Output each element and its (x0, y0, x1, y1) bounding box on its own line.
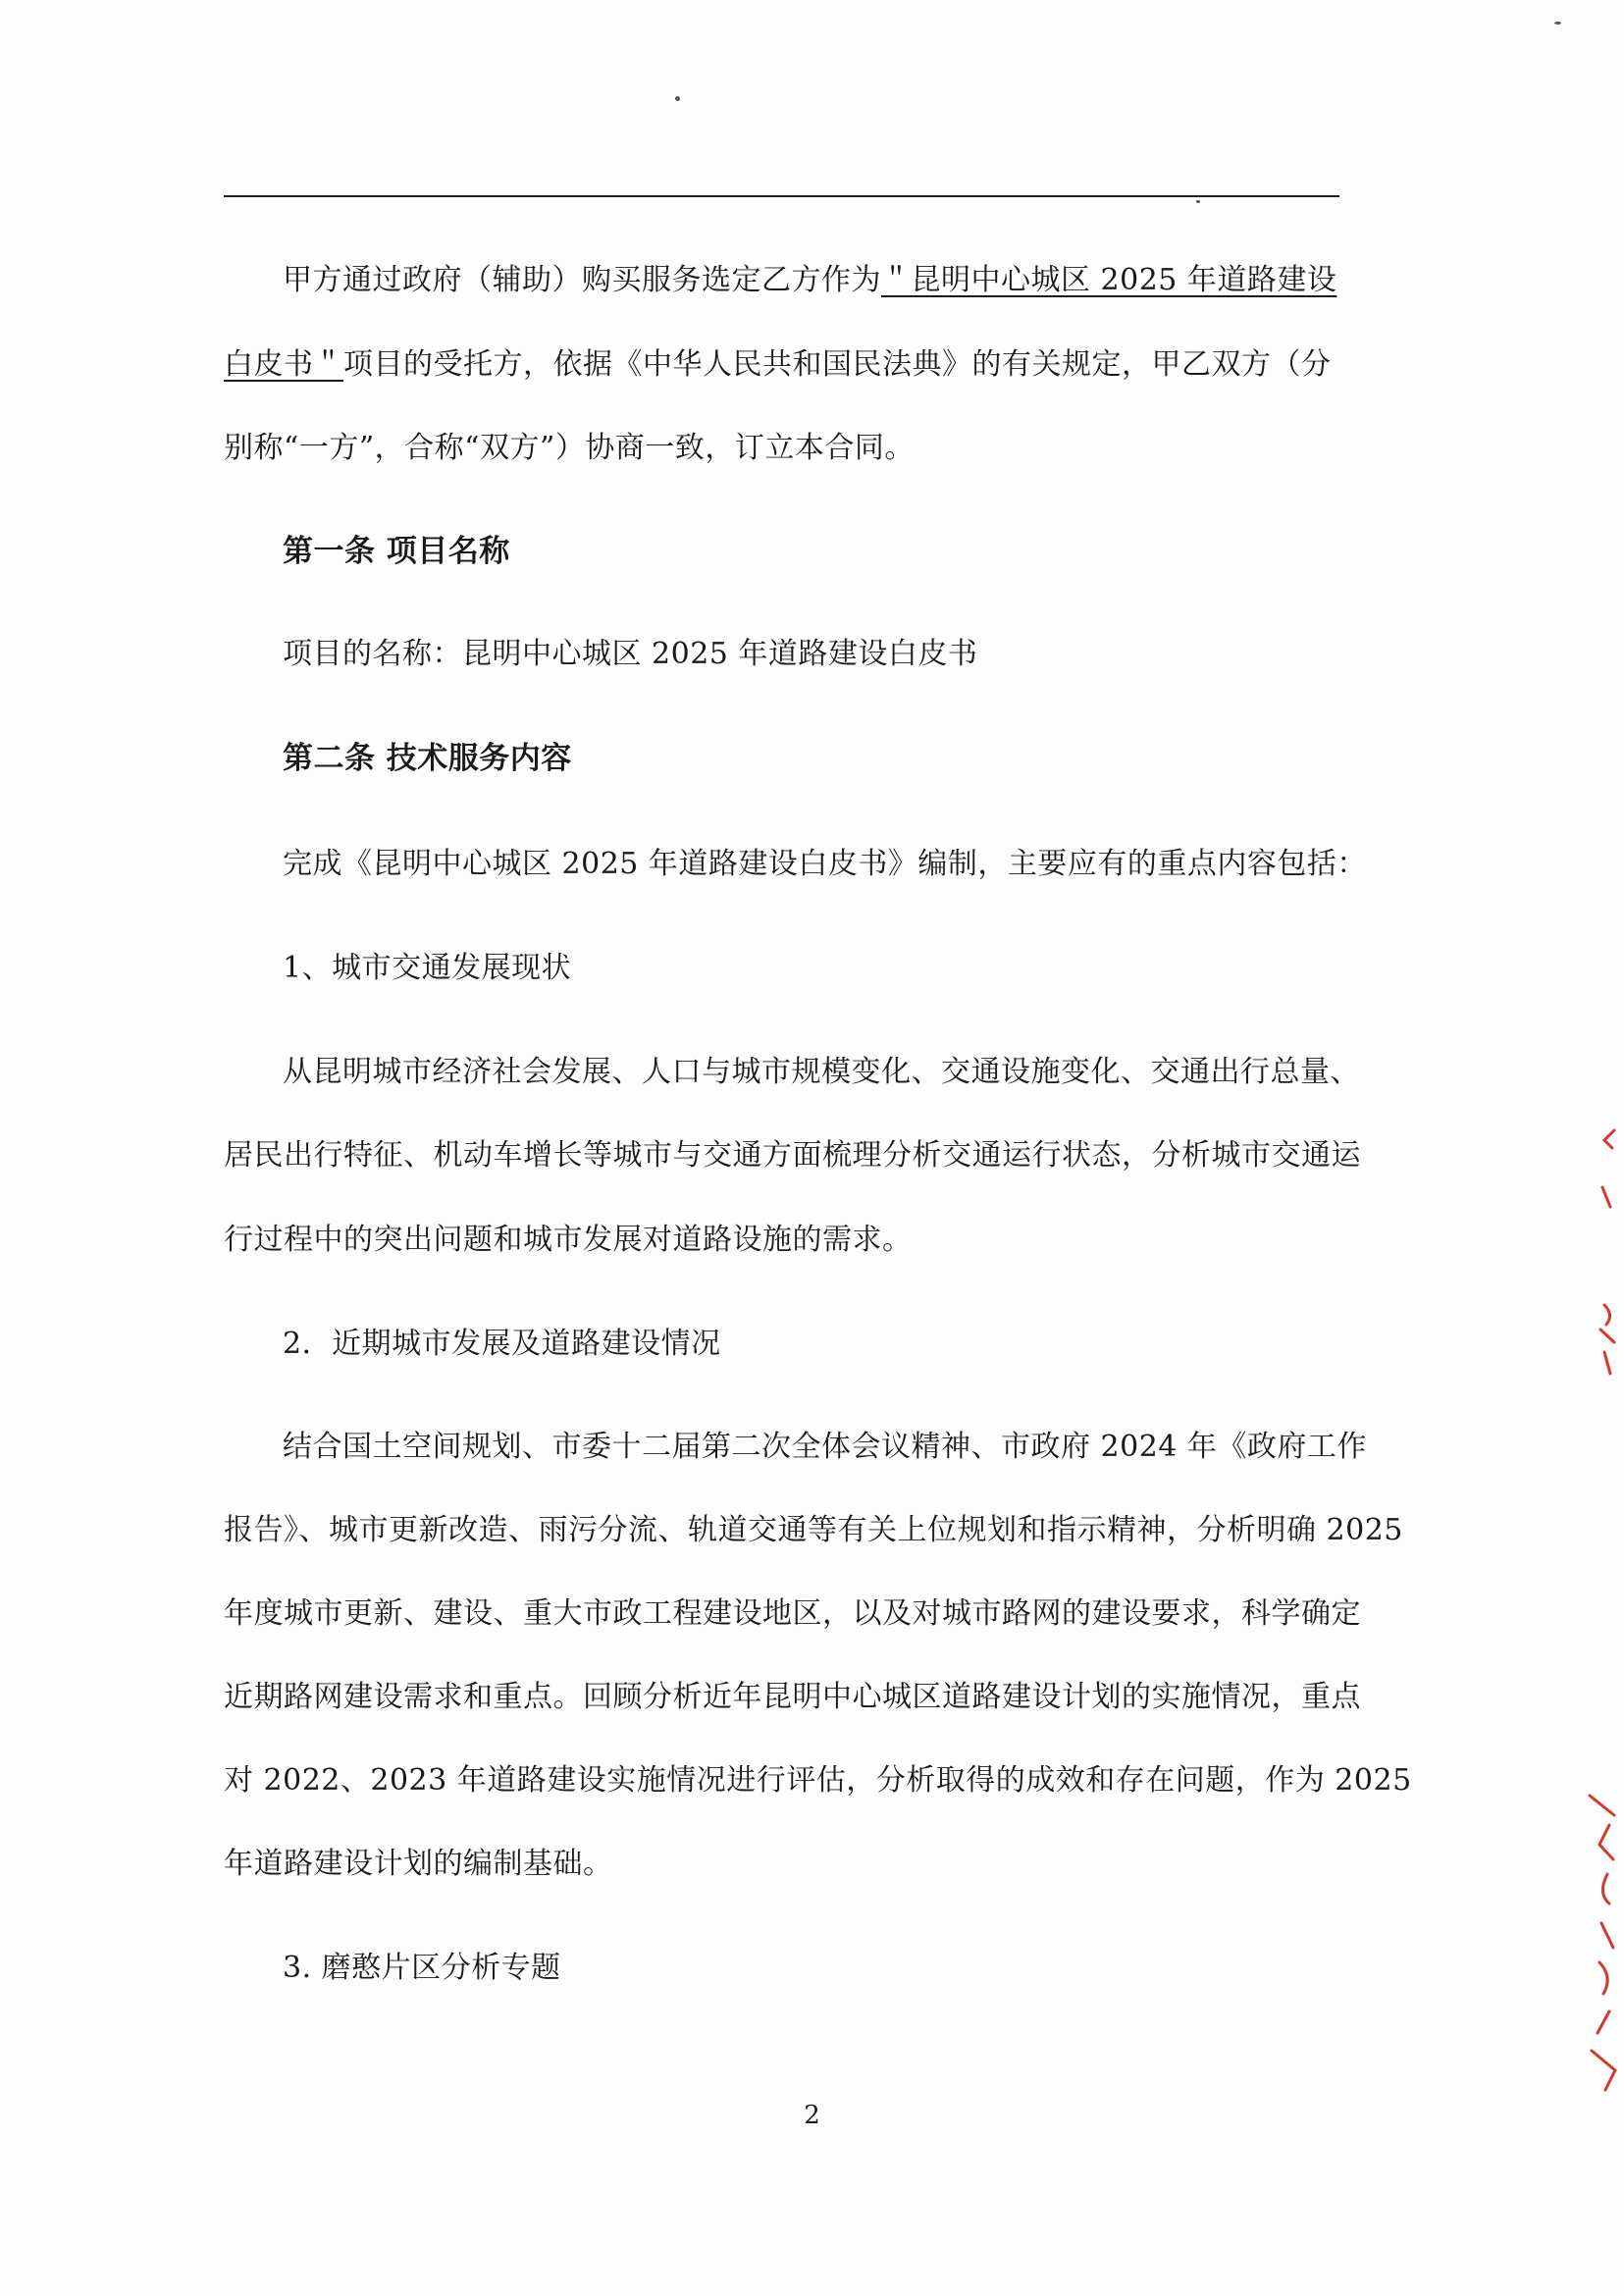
item-1-line: 行过程中的突出问题和城市发展对道路设施的需求。 (224, 1223, 913, 1257)
intro-line-1: 甲方通过政府（辅助）购买服务选定乙方作为＂昆明中心城区 2025 年道路建设 (283, 263, 1337, 297)
item-2-line: 年道路建设计划的编制基础。 (224, 1847, 613, 1881)
project-name-underlined-cont: 白皮书＂ (224, 347, 343, 382)
item-1-line: 居民出行特征、机动车增长等城市与交通方面梳理分析交通运行状态，分析城市交通运 (224, 1138, 1361, 1173)
item-3-title: 3. 磨憨片区分析专题 (283, 1951, 561, 1985)
seal-fragment-icon (1570, 1766, 1624, 2119)
item-2-title: 2．近期城市发展及道路建设情况 (283, 1327, 721, 1361)
item-2-line: 年度城市更新、建设、重大市政工程建设地区，以及对城市路网的建设要求，科学确定 (224, 1596, 1361, 1631)
item-2-line: 报告》、城市更新改造、雨污分流、轨道交通等有关上位规划和指示精神，分析明确 2025 (224, 1513, 1403, 1547)
item-1-line: 从昆明城市经济社会发展、人口与城市规模变化、交通设施变化、交通出行总量、 (283, 1055, 1360, 1089)
page-number: 2 (804, 2101, 820, 2130)
scan-speck (1554, 22, 1561, 25)
item-1-title: 1、城市交通发展现状 (283, 951, 572, 985)
header-rule (224, 195, 1339, 197)
seal-fragment-icon (1575, 1119, 1624, 1442)
item-2-line: 对 2022、2023 年道路建设实施情况进行评估，分析取得的成效和存在问题，作为 2025 (224, 1763, 1412, 1798)
intro-line-3: 别称“一方”，合称“双方”）协商一致，订立本合同。 (224, 431, 915, 465)
intro-line-2: 白皮书＂项目的受托方，依据《中华人民共和国民法典》的有关规定，甲乙双方（分 (224, 347, 1332, 382)
project-name-underlined: ＂昆明中心城区 2025 年道路建设 (881, 263, 1337, 297)
article-2-intro: 完成《昆明中心城区 2025 年道路建设白皮书》编制，主要应有的重点内容包括： (283, 847, 1367, 881)
scan-speck (675, 96, 680, 101)
scan-speck (1196, 200, 1200, 203)
item-2-line: 近期路网建设需求和重点。回顾分析近年昆明中心城区道路建设计划的实施情况，重点 (224, 1680, 1361, 1714)
item-2-line: 结合国土空间规划、市委十二届第二次全体会议精神、市政府 2024 年《政府工作 (283, 1430, 1367, 1464)
article-2-heading: 第二条 技术服务内容 (283, 741, 572, 776)
article-1-heading: 第一条 项目名称 (283, 534, 510, 569)
article-1-body: 项目的名称：昆明中心城区 2025 年道路建设白皮书 (283, 637, 978, 671)
